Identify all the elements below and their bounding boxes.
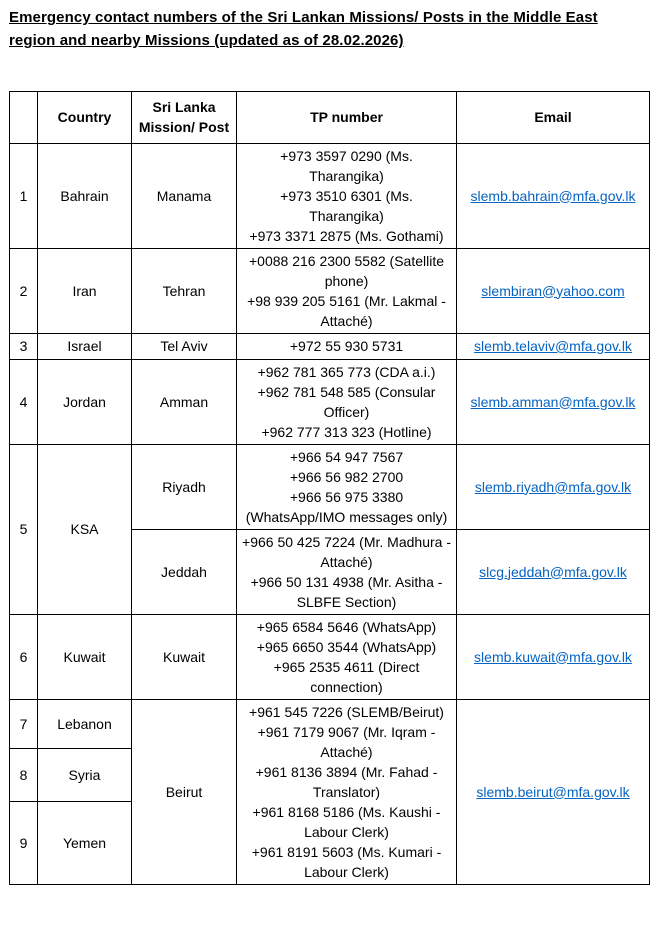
header-no	[10, 91, 38, 143]
email-link[interactable]: slembiran@yahoo.com	[481, 282, 625, 299]
tp-line: +961 8168 5186 (Ms. Kaushi - Labour Clerk)	[252, 803, 441, 840]
mission-cell: Jeddah	[132, 529, 237, 614]
email-cell	[457, 359, 650, 444]
tp-line: +966 56 982 2700	[289, 468, 404, 485]
email-cell	[457, 444, 650, 529]
contacts-table	[9, 91, 650, 885]
country-cell: Yemen	[38, 802, 132, 884]
table-header-row	[10, 91, 650, 143]
country-cell: Israel	[38, 333, 132, 359]
row-number: 2	[10, 248, 38, 333]
row-number: 5	[10, 444, 38, 614]
row-number: 6	[10, 614, 38, 699]
table-row-jordan	[10, 359, 650, 444]
row-number: 7	[10, 699, 38, 749]
email-cell	[457, 614, 650, 699]
country-cell: Lebanon	[38, 699, 132, 749]
tp-line: +962 781 365 773 (CDA a.i.)	[257, 363, 436, 380]
tp-line: +973 3371 2875 (Ms. Gothami)	[249, 227, 444, 244]
tp-cell	[237, 359, 457, 444]
tp-line: +965 6650 3544 (WhatsApp)	[256, 638, 437, 655]
mission-cell: Amman	[132, 359, 237, 444]
header-email: Email	[457, 91, 650, 143]
tp-line: +961 7179 9067 (Mr. Iqram - Attaché)	[257, 723, 436, 760]
tp-line: +962 781 548 585 (Consular Officer)	[257, 383, 436, 420]
tp-line: +973 3510 6301 (Ms. Tharangika)	[280, 187, 413, 224]
email-link[interactable]: slemb.kuwait@mfa.gov.lk	[474, 648, 632, 665]
email-cell	[457, 529, 650, 614]
tp-line: +965 6584 5646 (WhatsApp)	[256, 618, 437, 635]
tp-cell	[237, 143, 457, 248]
tp-line: +0088 216 2300 5582 (Satellite phone)	[249, 252, 444, 289]
tp-line: +961 545 7226 (SLEMB/Beirut)	[249, 703, 444, 720]
email-link[interactable]: slemb.amman@mfa.gov.lk	[470, 393, 636, 410]
table-row-bahrain	[10, 143, 650, 248]
mission-cell: Beirut	[132, 699, 237, 884]
email-link[interactable]: slemb.telaviv@mfa.gov.lk	[474, 338, 632, 354]
tp-line: (WhatsApp/IMO messages only)	[245, 508, 448, 525]
tp-line: +965 2535 4611 (Direct connection)	[273, 658, 420, 695]
tp-cell	[237, 614, 457, 699]
table-row-ksa-riyadh	[10, 444, 650, 529]
email-cell	[457, 248, 650, 333]
tp-line: +972 55 930 5731	[289, 338, 404, 354]
tp-line: +973 3597 0290 (Ms. Tharangika)	[280, 147, 413, 184]
row-number: 8	[10, 749, 38, 802]
tp-line: +966 56 975 3380	[289, 488, 404, 505]
tp-cell	[237, 529, 457, 614]
row-number: 3	[10, 333, 38, 359]
mission-cell: Tel Aviv	[132, 333, 237, 359]
email-link[interactable]: slemb.bahrain@mfa.gov.lk	[470, 187, 636, 204]
mission-cell: Manama	[132, 143, 237, 248]
table-row-kuwait	[10, 614, 650, 699]
email-cell	[457, 699, 650, 884]
header-tp-number: TP number	[237, 91, 457, 143]
row-number: 1	[10, 143, 38, 248]
table-row-israel	[10, 333, 650, 359]
row-number: 9	[10, 802, 38, 884]
country-cell: Jordan	[38, 359, 132, 444]
email-cell	[457, 333, 650, 359]
tp-line: +961 8191 5603 (Ms. Kumari - Labour Clerk)	[251, 843, 442, 880]
email-cell	[457, 143, 650, 248]
country-cell: KSA	[38, 444, 132, 614]
tp-cell	[237, 248, 457, 333]
country-cell: Iran	[38, 248, 132, 333]
country-cell: Syria	[38, 749, 132, 802]
email-link[interactable]: slcg.jeddah@mfa.gov.lk	[479, 563, 627, 580]
tp-line: +962 777 313 323 (Hotline)	[261, 423, 432, 440]
tp-line: +98 939 205 5161 (Mr. Lakmal - Attaché)	[247, 292, 446, 329]
email-link[interactable]: slemb.beirut@mfa.gov.lk	[476, 783, 630, 800]
tp-cell	[237, 444, 457, 529]
tp-line: +966 50 131 4938 (Mr. Asitha - SLBFE Section)	[250, 573, 443, 610]
mission-cell: Tehran	[132, 248, 237, 333]
header-country: Country	[38, 91, 132, 143]
mission-cell: Kuwait	[132, 614, 237, 699]
country-cell: Bahrain	[38, 143, 132, 248]
table-row-lebanon	[10, 699, 650, 749]
mission-cell: Riyadh	[132, 444, 237, 529]
tp-cell	[237, 699, 457, 884]
tp-cell	[237, 333, 457, 359]
tp-line: +966 50 425 7224 (Mr. Madhura - Attaché)	[242, 533, 451, 570]
tp-line: +966 54 947 7567	[289, 448, 404, 465]
country-cell: Kuwait	[38, 614, 132, 699]
email-link[interactable]: slemb.riyadh@mfa.gov.lk	[474, 478, 632, 495]
page-title: Emergency contact numbers of the Sri Lankan Missions/ Posts in the Middle East region and nearby Missions (updated as of 28.02.2026)	[9, 9, 598, 50]
tp-line: +961 8136 3894 (Mr. Fahad - Translator)	[255, 763, 438, 800]
table-row-iran	[10, 248, 650, 333]
row-number: 4	[10, 359, 38, 444]
header-mission: Sri Lanka Mission/ Post	[132, 91, 237, 143]
